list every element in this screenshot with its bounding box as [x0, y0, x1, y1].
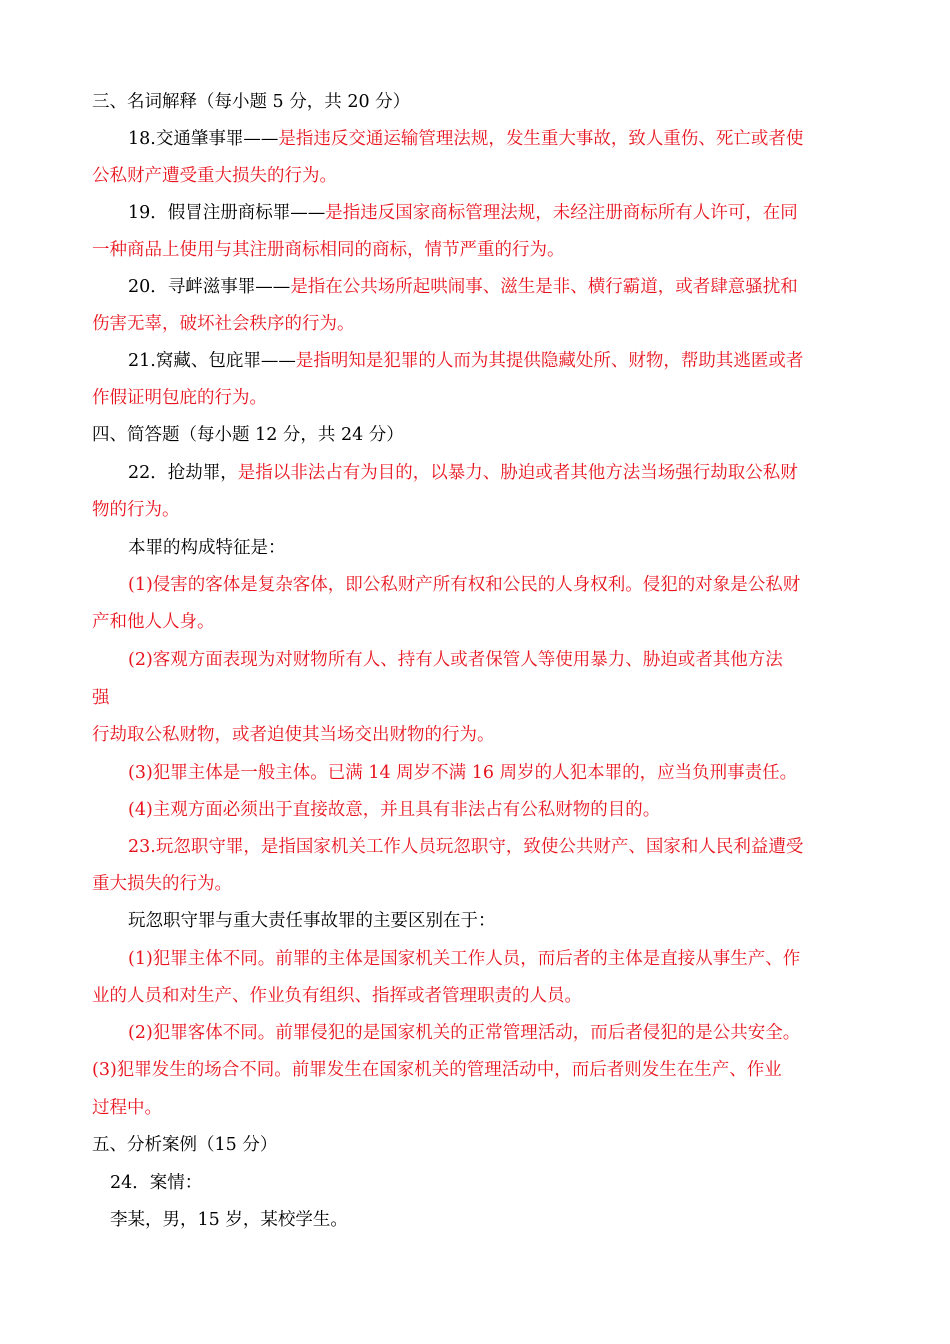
q22-answer-2: 物的行为。	[92, 500, 180, 520]
q21-line-1	[128, 349, 803, 373]
q22-point-2a: (2)客观方面表现为对财物所有人、持有人或者保管人等使用暴力、胁迫或者其他方法	[128, 650, 783, 670]
q22-point-2b: 强	[92, 688, 110, 708]
q18-term: 18.交通肇事罪——	[128, 129, 279, 149]
q22-term: 22．抢劫罪，	[128, 463, 238, 483]
q21-answer-1: 是指明知是犯罪的人而为其提供隐藏处所、财物，帮助其逃匿或者	[295, 351, 804, 371]
q23-point-1a: (1)犯罪主体不同。前罪的主体是国家机关工作人员，而后者的主体是直接从事生产、作	[128, 949, 801, 969]
section-4-heading: 四、简答题（每小题 12 分，共 24 分）	[92, 425, 404, 445]
q23-line-2: 重大损失的行为。	[92, 874, 232, 894]
q18-answer-2: 公私财产遭受重大损失的行为。	[92, 166, 337, 186]
q23-point-3b: 过程中。	[92, 1098, 162, 1118]
q22-intro: 本罪的构成特征是：	[128, 538, 286, 558]
q19-answer-1: 是指违反国家商标管理法规，未经注册商标所有人许可，在同	[325, 203, 798, 223]
q21-answer-2: 作假证明包庇的行为。	[92, 388, 267, 408]
q22-point-1b: 产和他人人身。	[92, 612, 215, 632]
section-5-heading: 五、分析案例（15 分）	[92, 1135, 278, 1155]
q22-point-4: (4)主观方面必须出于直接故意，并且具有非法占有公私财物的目的。	[128, 800, 661, 820]
q20-term: 20．寻衅滋事罪——	[128, 277, 291, 297]
q23-point-2: (2)犯罪客体不同。前罪侵犯的是国家机关的正常管理活动，而后者侵犯的是公共安全。	[128, 1023, 801, 1043]
q22-point-1a: (1)侵害的客体是复杂客体，即公私财产所有权和公民的人身权利。侵犯的对象是公私财	[128, 575, 801, 595]
q19-line-1	[128, 201, 798, 225]
q22-answer-1: 是指以非法占有为目的，以暴力、胁迫或者其他方法当场强行劫取公私财	[237, 463, 798, 483]
q20-answer-1: 是指在公共场所起哄闹事、滋生是非、横行霸道，或者肆意骚扰和	[290, 277, 798, 297]
q23-point-3a: (3)犯罪发生的场合不同。前罪发生在国家机关的管理活动中，而后者则发生在生产、作业	[92, 1060, 782, 1080]
q19-answer-2: 一种商品上使用与其注册商标相同的商标，情节严重的行为。	[92, 240, 565, 260]
q22-point-2c: 行劫取公私财物，或者迫使其当场交出财物的行为。	[92, 725, 495, 745]
q24-label: 24．案情：	[110, 1173, 203, 1193]
q20-answer-2: 伤害无辜，破坏社会秩序的行为。	[92, 314, 355, 334]
q23-intro: 玩忽职守罪与重大责任事故罪的主要区别在于：	[128, 911, 496, 931]
section-3-heading: 三、名词解释（每小题 5 分，共 20 分）	[92, 92, 411, 112]
q23-line-1: 23.玩忽职守罪，是指国家机关工作人员玩忽职守，致使公共财产、国家和人民利益遭受	[128, 837, 804, 857]
q24-case-text: 李某，男，15 岁，某校学生。	[110, 1210, 348, 1230]
q20-line-1	[128, 275, 798, 299]
q18-line-1	[128, 127, 803, 151]
q18-answer-1: 是指违反交通运输管理法规，发生重大事故，致人重伤、死亡或者使	[278, 129, 804, 149]
q21-term: 21.窝藏、包庇罪——	[128, 351, 296, 371]
q23-point-1b: 业的人员和对生产、作业负有组织、指挥或者管理职责的人员。	[92, 986, 582, 1006]
q22-line-1	[128, 461, 798, 485]
q22-point-3: (3)犯罪主体是一般主体。已满 14 周岁不满 16 周岁的人犯本罪的，应当负刑事责任。	[128, 763, 798, 783]
q19-term: 19．假冒注册商标罪——	[128, 203, 326, 223]
